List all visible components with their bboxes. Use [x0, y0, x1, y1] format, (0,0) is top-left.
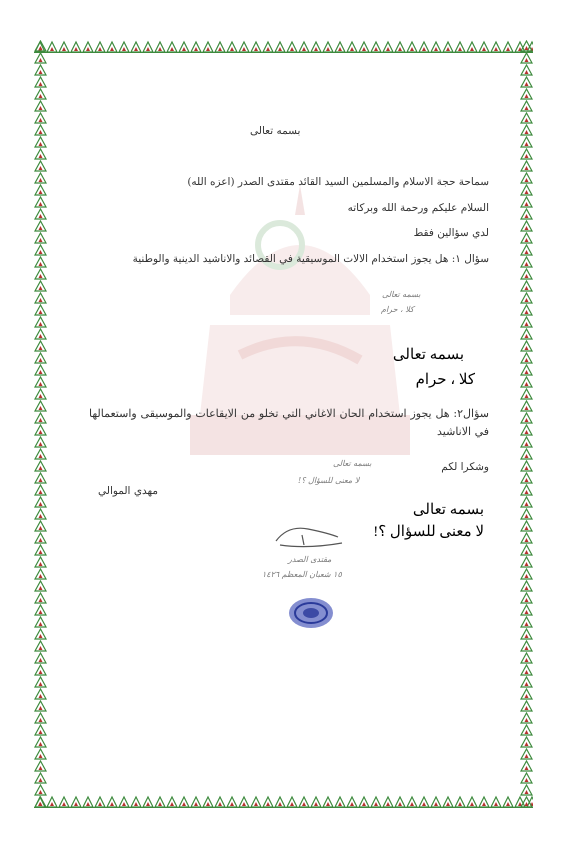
- handwritten-note-1-line-1: بسمه تعالى: [382, 290, 421, 299]
- decorative-border-left: [34, 40, 47, 808]
- answer-2-text: لا معنى للسؤال ؟!: [373, 524, 484, 540]
- answer-1-text: كلا ، حرام: [415, 372, 475, 388]
- decorative-border-bottom: [34, 795, 533, 808]
- signature-scribble: [268, 515, 346, 555]
- letter-intro: لدي سؤالين فقط: [413, 227, 489, 239]
- letter-heading: بسمه تعالى: [250, 125, 301, 137]
- letter-greeting: السلام عليكم ورحمة الله وبركاته: [347, 202, 489, 214]
- handwritten-note-1-line-2: كلا ، حرام: [381, 305, 414, 314]
- handwritten-note-2-line-2: لا معنى للسؤال ؟!: [298, 476, 360, 485]
- question-2: سؤال٢: هل يجوز استخدام الحان الاغاني التي تخلو من الايقاعات والموسيقى واستعمالها في الاناشيد: [89, 407, 489, 438]
- decorative-border-right: [520, 40, 533, 808]
- signature-name: مقتدى الصدر: [288, 555, 332, 564]
- letter-address: سماحة حجة الاسلام والمسلمين السيد القائد مقتدى الصدر (اعزه الله): [187, 176, 489, 188]
- handwritten-note-2-line-1: بسمه تعالى: [333, 459, 372, 468]
- sender-name: مهدي الموالي: [98, 485, 159, 497]
- answer-1-heading: بسمه تعالى: [392, 347, 464, 363]
- decorative-border-top: [34, 40, 533, 53]
- signature-date: ١٥ شعبان المعظم ١٤٢٦: [262, 570, 342, 579]
- official-seal-stamp: [287, 596, 335, 630]
- question-1: سؤال ١: هل يجوز استخدام الالات الموسيقية في القصائد والاناشيد الدينية والوطنية: [132, 253, 489, 265]
- answer-2-heading: بسمه تعالى: [412, 502, 484, 518]
- letter-thanks: وشكرا لكم: [441, 461, 489, 473]
